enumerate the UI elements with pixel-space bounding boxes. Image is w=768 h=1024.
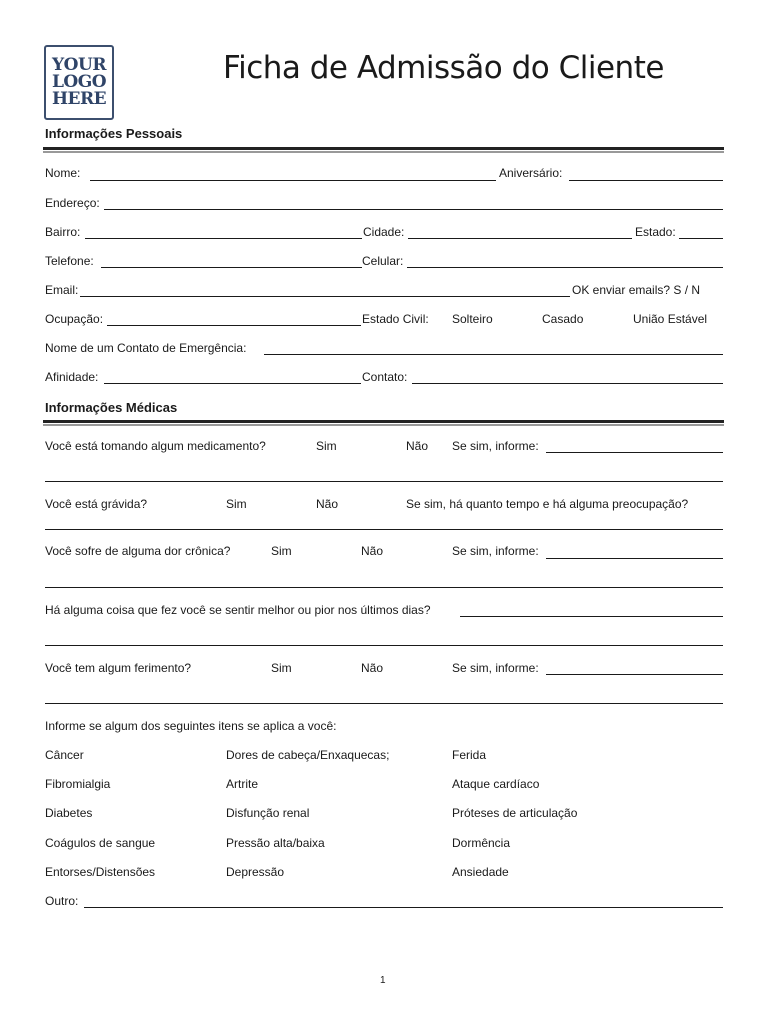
section-rule [43, 424, 724, 426]
page-title: Ficha de Admissão do Cliente [223, 50, 664, 86]
other-label: Outro: [45, 894, 79, 908]
section-heading-medical: Informações Médicas [45, 400, 178, 415]
section-heading-personal: Informações Pessoais [45, 126, 183, 141]
phone-field[interactable] [101, 267, 362, 268]
page-number: 1 [380, 975, 386, 986]
medication-no[interactable]: Não [406, 439, 429, 453]
state-label: Estado: [635, 225, 676, 239]
question-injury: Você tem algum ferimento? [45, 661, 192, 675]
condition-item[interactable]: Artrite [226, 777, 259, 791]
injury-yes[interactable]: Sim [271, 661, 292, 675]
injury-details-field[interactable] [546, 674, 723, 675]
condition-item[interactable]: Diabetes [45, 806, 93, 820]
logo-line: LOGO [51, 72, 107, 92]
emergency-contact-label: Nome de um Contato de Emergência: [45, 341, 247, 355]
question-better-worse: Há alguma coisa que fez você se sentir melhor ou pior nos últimos dias? [45, 603, 431, 617]
birthday-field[interactable] [569, 180, 723, 181]
pregnant-no[interactable]: Não [316, 497, 339, 511]
name-field[interactable] [90, 180, 496, 181]
affinity-label: Afinidade: [45, 370, 99, 384]
logo [44, 45, 114, 120]
condition-item[interactable]: Câncer [45, 748, 84, 762]
pain-no[interactable]: Não [361, 544, 384, 558]
section-rule [43, 151, 724, 153]
condition-item[interactable]: Disfunção renal [226, 806, 310, 820]
question-chronic-pain: Você sofre de alguma dor crônica? [45, 544, 231, 558]
medication-if-yes-label: Se sim, informe: [452, 439, 539, 453]
pain-details-field-2[interactable] [45, 587, 723, 588]
condition-item[interactable]: Ferida [452, 748, 487, 762]
condition-item[interactable]: Coágulos de sangue [45, 836, 156, 850]
name-label: Nome: [45, 166, 81, 180]
injury-if-yes-label: Se sim, informe: [452, 661, 539, 675]
injury-no[interactable]: Não [361, 661, 384, 675]
neighborhood-label: Bairro: [45, 225, 81, 239]
birthday-label: Aniversário: [499, 166, 563, 180]
marital-option-union[interactable]: União Estável [633, 312, 708, 326]
question-pregnant: Você está grávida? [45, 497, 148, 511]
section-rule [43, 147, 724, 150]
conditions-intro: Informe se algum dos seguintes itens se aplica a você: [45, 719, 337, 733]
condition-item[interactable]: Dormência [452, 836, 511, 850]
better-worse-field-2[interactable] [45, 645, 723, 646]
injury-details-field-2[interactable] [45, 703, 723, 704]
condition-item[interactable]: Dores de cabeça/Enxaquecas; [226, 748, 390, 762]
contact-field[interactable] [412, 383, 723, 384]
condition-item[interactable]: Ansiedade [452, 865, 509, 879]
marital-option-single[interactable]: Solteiro [452, 312, 493, 326]
emergency-contact-field[interactable] [264, 354, 723, 355]
contact-label: Contato: [362, 370, 408, 384]
pregnant-followup-label: Se sim, há quanto tempo e há alguma preocupação? [406, 497, 689, 511]
question-medication: Você está tomando algum medicamento? [45, 439, 266, 453]
pain-details-field[interactable] [546, 558, 723, 559]
condition-item[interactable]: Próteses de articulação [452, 806, 578, 820]
logo-line: HERE [51, 89, 107, 109]
marital-status-label: Estado Civil: [362, 312, 429, 326]
logo-line: YOUR [52, 55, 106, 75]
occupation-field[interactable] [107, 325, 361, 326]
other-field[interactable] [84, 907, 723, 908]
pain-if-yes-label: Se sim, informe: [452, 544, 539, 558]
email-label: Email: [45, 283, 79, 297]
city-label: Cidade: [363, 225, 405, 239]
city-field[interactable] [408, 238, 632, 239]
occupation-label: Ocupação: [45, 312, 104, 326]
affinity-field[interactable] [104, 383, 361, 384]
condition-item[interactable]: Depressão [226, 865, 285, 879]
condition-item[interactable]: Entorses/Distensões [45, 865, 156, 879]
neighborhood-field[interactable] [85, 238, 362, 239]
medication-yes[interactable]: Sim [316, 439, 337, 453]
email-consent-label[interactable]: OK enviar emails? S / N [572, 283, 701, 297]
better-worse-field[interactable] [460, 616, 723, 617]
address-field[interactable] [104, 209, 723, 210]
cell-label: Celular: [362, 254, 404, 268]
state-field[interactable] [679, 238, 723, 239]
condition-item[interactable]: Pressão alta/baixa [226, 836, 325, 850]
marital-option-married[interactable]: Casado [542, 312, 584, 326]
condition-item[interactable]: Ataque cardíaco [452, 777, 540, 791]
cell-field[interactable] [407, 267, 723, 268]
section-rule [43, 420, 724, 423]
medication-details-field-2[interactable] [45, 481, 723, 482]
medication-details-field[interactable] [546, 452, 723, 453]
address-label: Endereço: [45, 196, 100, 210]
pregnant-yes[interactable]: Sim [226, 497, 247, 511]
pregnant-details-field[interactable] [45, 529, 723, 530]
email-field[interactable] [80, 296, 570, 297]
pain-yes[interactable]: Sim [271, 544, 292, 558]
condition-item[interactable]: Fibromialgia [45, 777, 111, 791]
phone-label: Telefone: [45, 254, 94, 268]
